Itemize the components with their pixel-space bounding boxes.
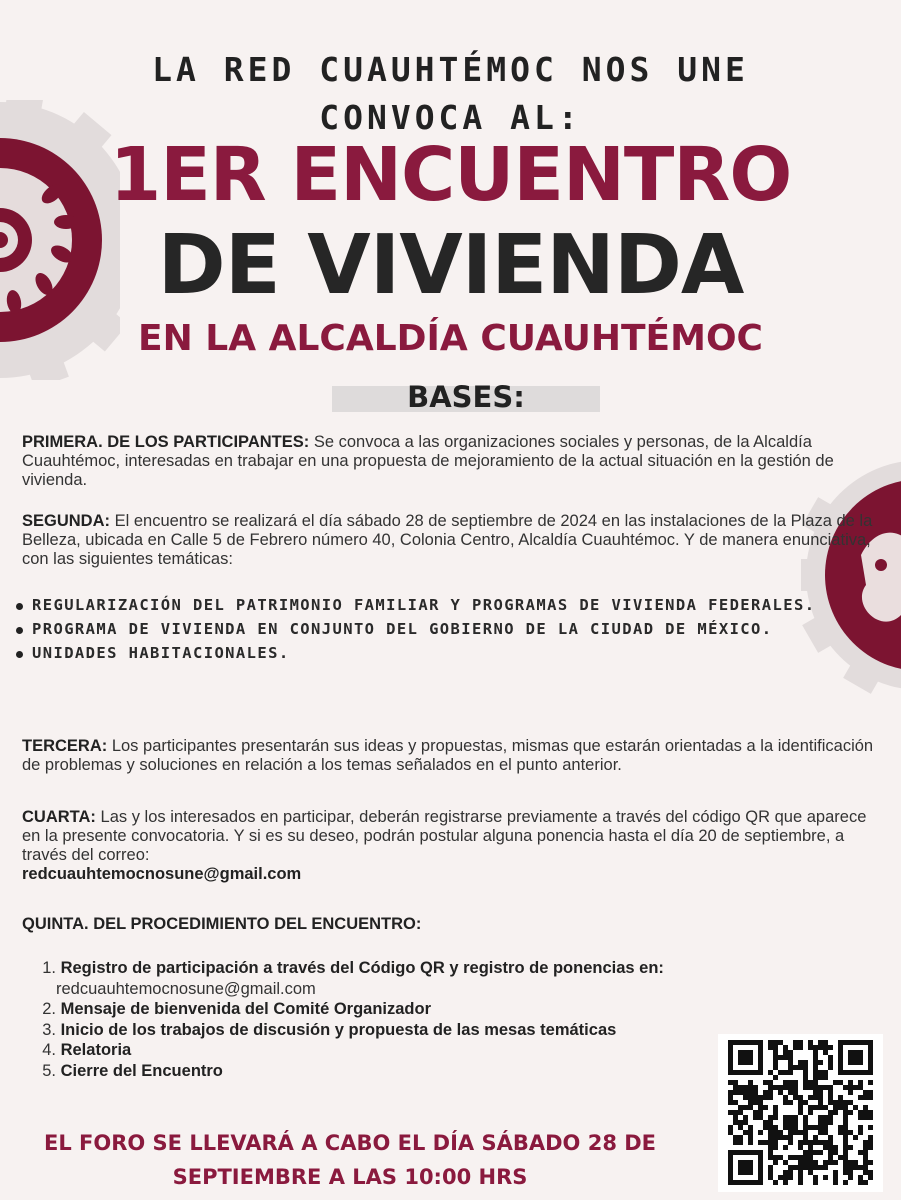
event-title-line-2: DE VIVIENDA [157,218,744,313]
list-item [22,1061,722,1082]
step-text: Registro de participación a través del Código QR y registro de ponencias en: [60,959,664,977]
segunda-paragraph [22,512,877,569]
list-item: REGULARIZACIÓN DEL PATRIMONIO FAMILIAR Y PROGRAMAS DE VIVIENDA FEDERALES. [14,594,874,617]
tercera-text: Los participantes presentarán sus ideas y propuestas, mismas que estarán orientadas a la identificación de problemas y soluciones en relación a los temas señalados en el punto anterior. [22,737,874,774]
step-number: 3. [42,1020,56,1039]
step-text: Inicio de los trabajos de discusión y propuesta de las mesas temáticas [60,1020,617,1039]
list-item [22,958,722,999]
quinta-heading: QUINTA. DEL PROCEDIMIENTO DEL ENCUENTRO: [22,915,422,933]
primera-paragraph [22,433,877,490]
step-number: 1. [42,959,56,977]
cuarta-text: Las y los interesados en participar, deberán registrarse previamente a través del código QR que aparece en la presente convocatoria. Y si es su deseo, podrán postular alguna ponencia hasta el día 20 de septiembre, a través del correo: [22,808,867,864]
footer-line-2: SEPTIEMBRE A LAS 10:00 HRS [172,1165,528,1189]
tercera-label: TERCERA: [22,737,108,755]
qr-code-icon[interactable] [718,1034,883,1192]
primera-text: Se convoca a las organizaciones sociales y personas, de la Alcaldía Cuauhtémoc, interesadas en trabajar en una propuesta de mejoramiento de la actual situación en la gestión de vivienda. [22,433,834,489]
procedure-list [22,958,722,1081]
event-footer [0,1126,700,1194]
event-title-line-1: 1ER ENCUENTRO [109,132,792,218]
header-line-1: LA RED CUAUHTÉMOC NOS UNE [152,50,749,89]
list-item: UNIDADES HABITACIONALES. [14,642,874,665]
qr-code-graphic [718,1034,883,1192]
step-number: 2. [42,1000,56,1018]
contact-email[interactable]: redcuauhtemocnosune@gmail.com [22,865,302,883]
footer-line-1: EL FORO SE LLEVARÁ A CABO EL DÍA SÁBADO 28 DE [43,1131,657,1155]
step-email[interactable]: redcuauhtemocnosune@gmail.com [56,979,316,998]
list-item [22,1020,722,1041]
step-text: Cierre del Encuentro [60,1061,223,1080]
event-subtitle: EN LA ALCALDÍA CUAUHTÉMOC [138,318,763,359]
bases-heading: BASES: [407,380,525,414]
step-number: 5. [42,1061,56,1080]
list-item [22,1040,722,1061]
tercera-paragraph [22,737,877,775]
segunda-label: SEGUNDA: [22,512,111,530]
step-number: 4. [42,1041,56,1059]
header-line-2: CONVOCA AL: [319,98,582,137]
list-item: PROGRAMA DE VIVIENDA EN CONJUNTO DEL GOBIERNO DE LA CIUDAD DE MÉXICO. [14,618,874,641]
cuarta-paragraph [22,808,877,884]
step-text: Mensaje de bienvenida del Comité Organizador [60,1000,432,1018]
tematicas-list [14,594,874,666]
step-text: Relatoria [60,1041,132,1059]
primera-label: PRIMERA. DE LOS PARTICIPANTES: [22,433,310,451]
list-item [22,999,722,1020]
cuarta-label: CUARTA: [22,808,96,826]
segunda-text: El encuentro se realizará el día sábado 28 de septiembre de 2024 en las instalaciones de la Plaza de la Belleza, ubicada en Calle 5 de Febrero número 40, Colonia Centro, Alcaldía Cuauhtémoc. Y de manera enunciativa, con las siguientes temáticas: [22,512,873,568]
